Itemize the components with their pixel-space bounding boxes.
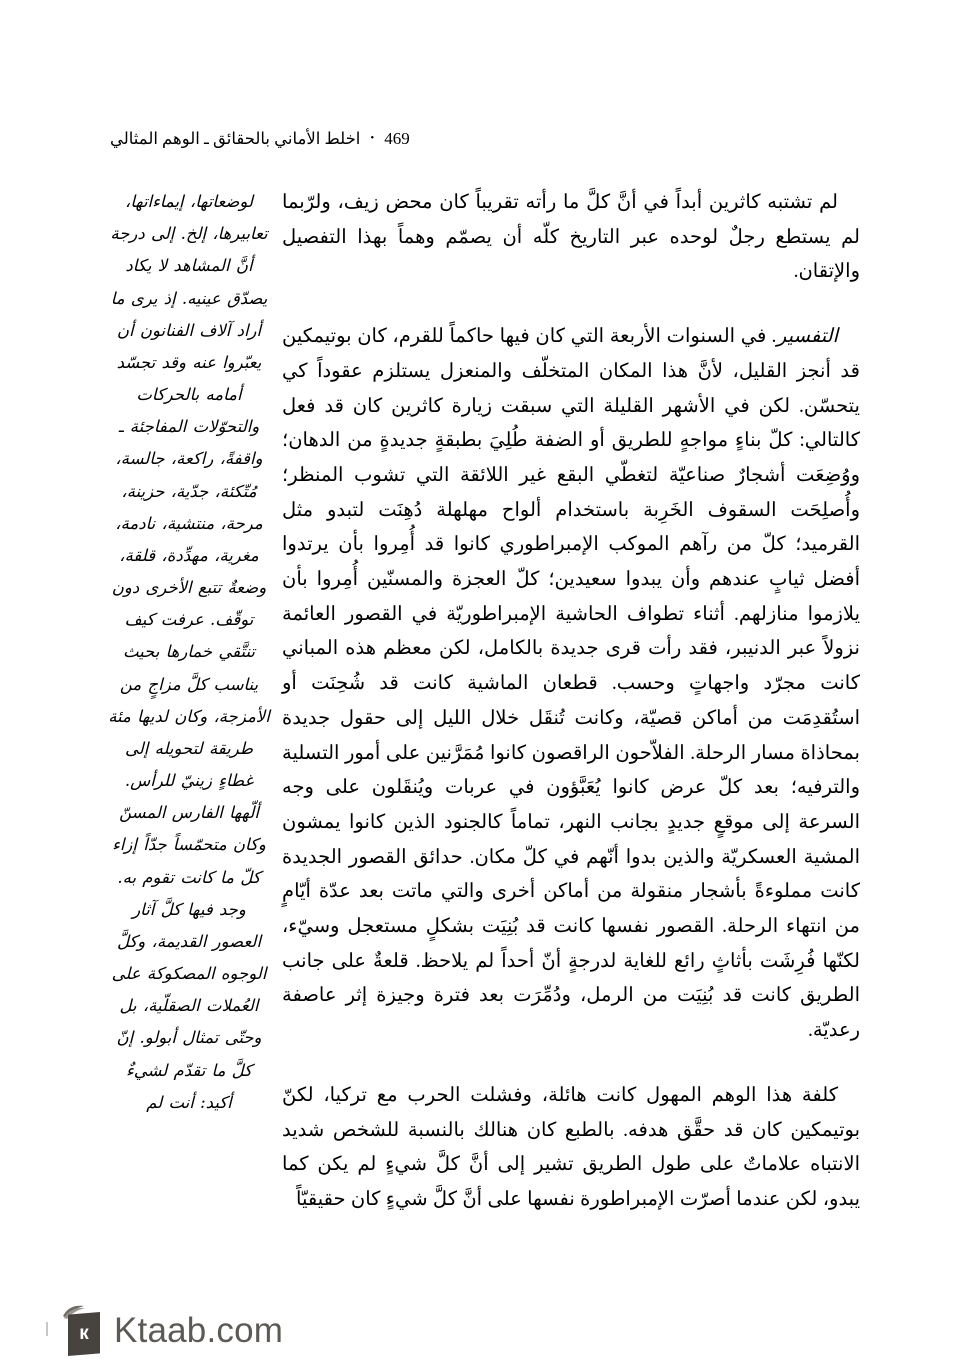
running-header xyxy=(110,130,470,160)
watermark-tick xyxy=(46,1322,48,1336)
book-logo-letter: к xyxy=(79,1323,89,1344)
main-text-column xyxy=(282,186,860,1218)
margin-note-text: لوضعاتها، إيماءاتها، تعابيرها، إلخ. إلى درجة أنَّ المشاهد لا يكاد يصدّق عينيه. إذ يرى ما أراد آلاف الفنانون أن يعبّروا عنه وقد تجسّد أمامه بالحركات والتحوّلات المفاجئة ـ واقفةً، راكعة، جالسة، مُتّكئة، جدّية، حزينة، مرحة، منتشية، نادمة، مغرية، مهدِّدة، قلقة، وضعةٌ تتبع الأخرى دون توقّف. عرفت كيف تنتَّقي خمارها بحيث يناسب كلَّ مزاجٍ من الأمزجة، وكان لديها مئة طريقة لتحويله إلى غطاءٍ زينيّ للرأس. ألّهها الفارس المسنّ وكان متحمّساً جدّاً إزاء كلّ ما كانت تقوم به. وجد فيها كلَّ آثار العصور القديمة، وكلَّ الوجوه المصكوكة على العُملات الصقلّية، بل وحتّى تمثال أبولو. إنّ كلَّ ما تقدّم لشيءٌ أكيد: أنت لم xyxy=(108,192,270,1112)
body-paragraph-3: كلفة هذا الوهم المهول كانت هائلة، وفشلت الحرب مع تركيا، لكنّ بوتيمكين كان قد حقَّق هدفه. بالطبع كان هنالك بالنسبة للشخص شديد الانتباه علاماتٌ على طول الطريق تشير إلى أنَّ كلَّ شيءٍ لم يكن كما يبدو، لكن عندما أصرّت الإمبراطورة نفسها على أنَّ كلَّ شيءٍ كان حقيقيّاً xyxy=(282,1084,860,1210)
running-header-separator: • xyxy=(370,132,375,144)
page-number: 469 xyxy=(384,129,410,148)
body-paragraph-1: لم تشتبه كاثرين أبداً في أنَّ كلَّ ما رأته تقريباً كان محض زيف، ولرّبما لم يستطع رجلٌ لوحده عبر التاريخ كلّه أن يصمّم وهماً بهذا التفصيل والإتقان. xyxy=(282,192,860,283)
book-logo-icon xyxy=(62,1304,102,1356)
paragraph-lead-term: التفسير. xyxy=(771,326,838,348)
page-body xyxy=(108,186,860,1261)
margin-note-column xyxy=(108,186,270,1119)
watermark-brand-text: Ktaab.com xyxy=(114,1310,284,1350)
body-paragraph-2: التفسير. في السنوات الأربعة التي كان فيها حاكماً للقرم، كان بوتيمكين قد أنجز القليل، لأنَّ هذا المكان المتخلّف والمنعزل يستلزم عقوداً كي يتحسّن. لكن في الأشهر القليلة التي سبقت زيارة كاثرين كان قد فعل كالتالي: كلّ بناءٍ مواجهٍ للطريق أو الضفة طُلِيَ بطبقةٍ جديدةٍ من الدهان؛ ووُضِعَت أشجارٌ صناعيّة لتغطّي البقع غير اللائقة التي تشوب المنظر؛ وأُصلِحَت السقوف الخَرِبة باستخدام ألواح مهلهلة دُهِنَت لتبدو مثل القرميد؛ كلّ من رآهم الموكب الإمبراطوري كانوا قد أُمِروا بأن يرتدوا أفضل ثيابٍ عندهم وأن يبدوا سعيدين؛ كلّ العجزة والمسنّين أُمِروا بأن يلازموا منازلهم. أثناء تطواف الحاشية الإمبراطوريّة في القصور العائمة نزولاً عبر الدنيبر، فقد رأت قرى جديدة بالكامل، لكن معظم هذه المباني كانت مجرّد واجهاتٍ وحسب. قطعان الماشية كانت قد شُحِنَت أو استُقدِمَت من أماكن قصيّة، وكانت تُنقَل خلال الليل إلى حقول جديدة بمحاذاة مسار الرحلة. الفلاّحون الراقصون كانوا مُمَرَّنين على أمور التسلية والترفيه؛ بعد كلّ عرض كانوا يُعَبَّؤون في عربات ويُنقَلون على وجه السرعة إلى موقعٍ جديدٍ بجانب النهر، تماماً كالجنود الذين كانوا يمشون المشية العسكريّة والذين بدوا أنّهم في كلّ مكان. حدائق القصور الجديدة كانت مملوءةً بأشجار منقولة من أماكن أخرى والتي ماتت بعد عدّة أيّامٍ من انتهاء الرحلة. القصور نفسها كانت قد بُنِيَت بشكلٍ مستعجل وسيّء، لكنّها فُرِشَت بأثاثٍ رائع للغاية لدرجةٍ أنّ أحداً لم يلاحظ. قلعةٌ على جانب الطريق كانت قد بُنِيَت من الرمل، ودُمِّرَت بعد فترة وجيزة إثر عاصفة رعديّة. xyxy=(282,326,860,1042)
running-header-title: اخلط الأماني بالحقائق ـ الوهم المثالي xyxy=(110,129,361,148)
site-watermark xyxy=(62,1304,283,1356)
